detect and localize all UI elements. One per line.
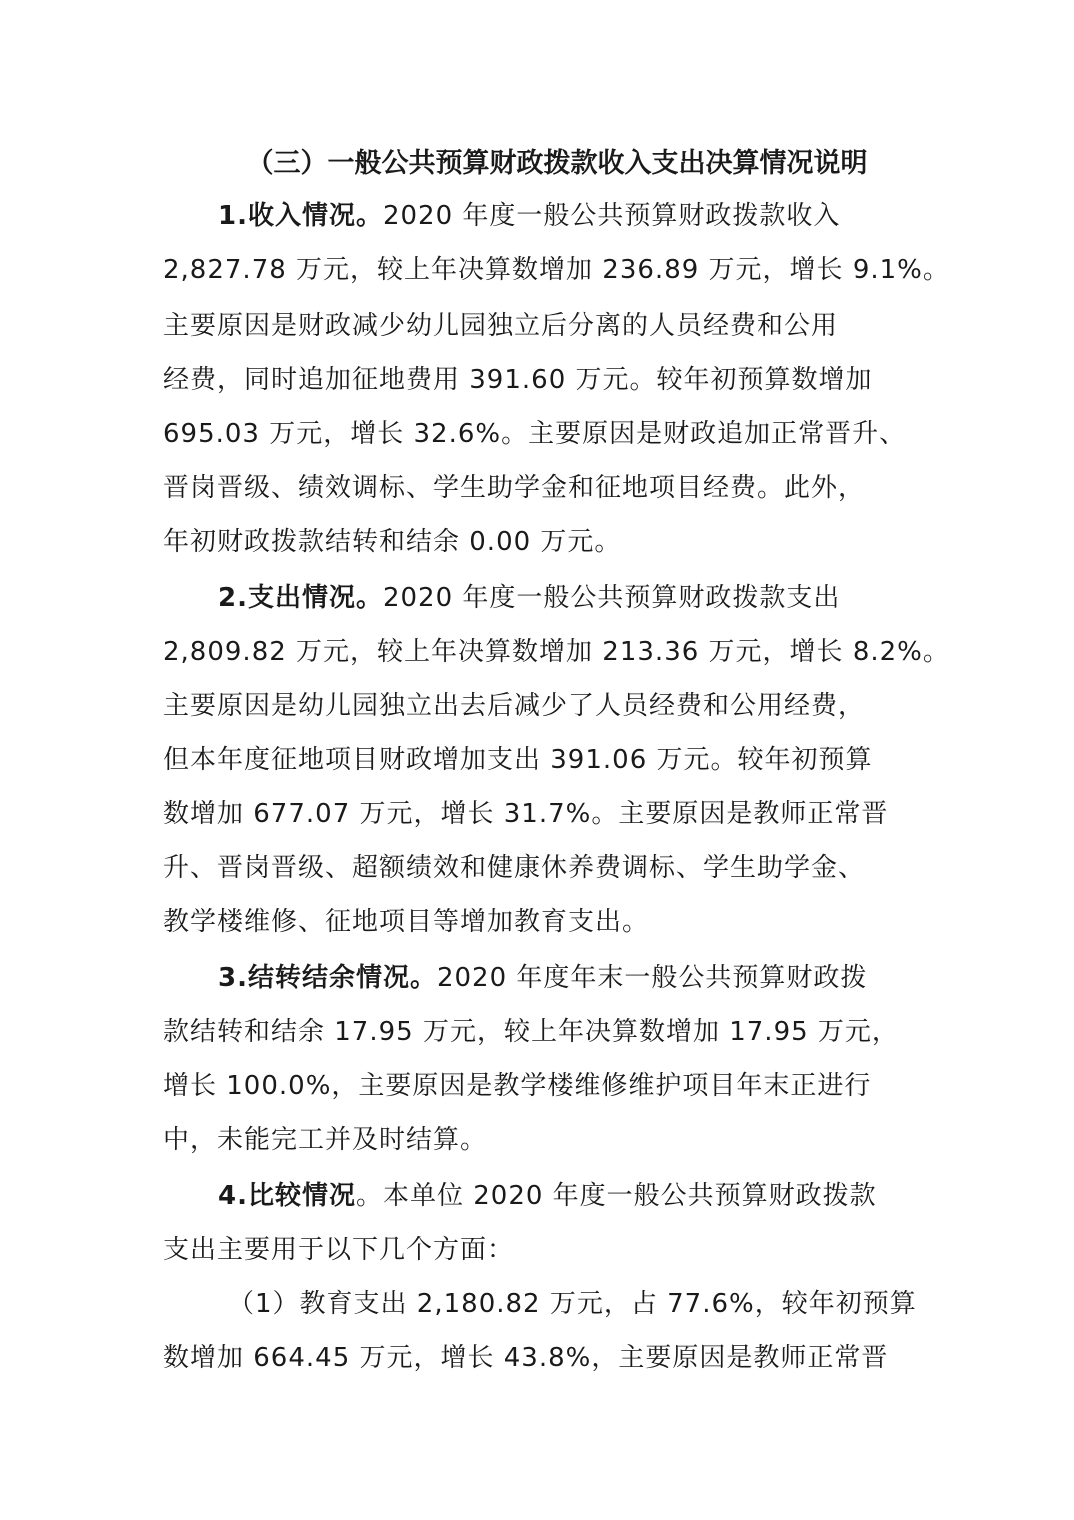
paragraph-3-line-4: 中，未能完工并及时结算。 — [163, 1125, 488, 1155]
paragraph-3-line-1 — [218, 958, 867, 998]
paragraph-4-line-1 — [218, 1176, 877, 1216]
paragraph-1-text: 2020 年度一般公共预算财政拨款收入 — [382, 201, 841, 231]
paragraph-1-line-3: 主要原因是财政减少幼儿园独立后分离的人员经费和公用 — [163, 311, 839, 341]
paragraph-4-text: 。本单位 2020 年度一般公共预算财政拨款 — [355, 1181, 877, 1211]
paragraph-1-line-2: 2,827.78 万元，较上年决算数增加 236.89 万元，增长 9.1%。 — [163, 255, 950, 285]
paragraph-5-line-1: （1）教育支出 2,180.82 万元，占 77.6%，较年初预算 — [228, 1289, 917, 1319]
paragraph-2-line-5: 数增加 677.07 万元，增长 31.7%。主要原因是教师正常晋 — [163, 799, 889, 829]
paragraph-1-line-7: 年初财政拨款结转和结余 0.00 万元。 — [163, 527, 622, 557]
paragraph-3-line-3: 增长 100.0%，主要原因是教学楼维修维护项目年末正进行 — [163, 1071, 872, 1101]
paragraph-4-line-2: 支出主要用于以下几个方面： — [163, 1235, 515, 1265]
paragraph-2-line-6: 升、晋岗晋级、超额绩效和健康休养费调标、学生助学金、 — [163, 853, 866, 883]
paragraph-3-line-2: 款结转和结余 17.95 万元，较上年决算数增加 17.95 万元， — [163, 1017, 899, 1047]
paragraph-2-line-7: 教学楼维修、征地项目等增加教育支出。 — [163, 907, 650, 937]
paragraph-3-heading: 3.结转结余情况。 — [218, 963, 437, 993]
paragraph-5-line-2: 数增加 664.45 万元，增长 43.8%，主要原因是教师正常晋 — [163, 1343, 889, 1373]
paragraph-3-text: 2020 年度年末一般公共预算财政拨 — [436, 963, 868, 993]
paragraph-2-heading: 2.支出情况。 — [218, 583, 383, 613]
paragraph-2-line-4: 但本年度征地项目财政增加支出 391.06 万元。较年初预算 — [163, 745, 873, 775]
paragraph-1-line-4: 经费，同时追加征地费用 391.60 万元。较年初预算数增加 — [163, 365, 873, 395]
paragraph-2-text: 2020 年度一般公共预算财政拨款支出 — [382, 583, 841, 613]
paragraph-1-line-6: 晋岗晋级、绩效调标、学生助学金和征地项目经费。此外， — [163, 473, 866, 503]
paragraph-4-heading: 4.比较情况 — [218, 1181, 356, 1211]
section-title: （三）一般公共预算财政拨款收入支出决算情况说明 — [246, 148, 868, 179]
paragraph-1-line-1 — [218, 196, 840, 236]
paragraph-2-line-2: 2,809.82 万元，较上年决算数增加 213.36 万元，增长 8.2%。 — [163, 637, 950, 667]
paragraph-2-line-3: 主要原因是幼儿园独立出去后减少了人员经费和公用经费， — [163, 691, 866, 721]
paragraph-1-heading: 1.收入情况。 — [218, 201, 383, 231]
paragraph-2-line-1 — [218, 578, 840, 618]
paragraph-1-line-5: 695.03 万元，增长 32.6%。主要原因是财政追加正常晋升、 — [163, 419, 907, 449]
